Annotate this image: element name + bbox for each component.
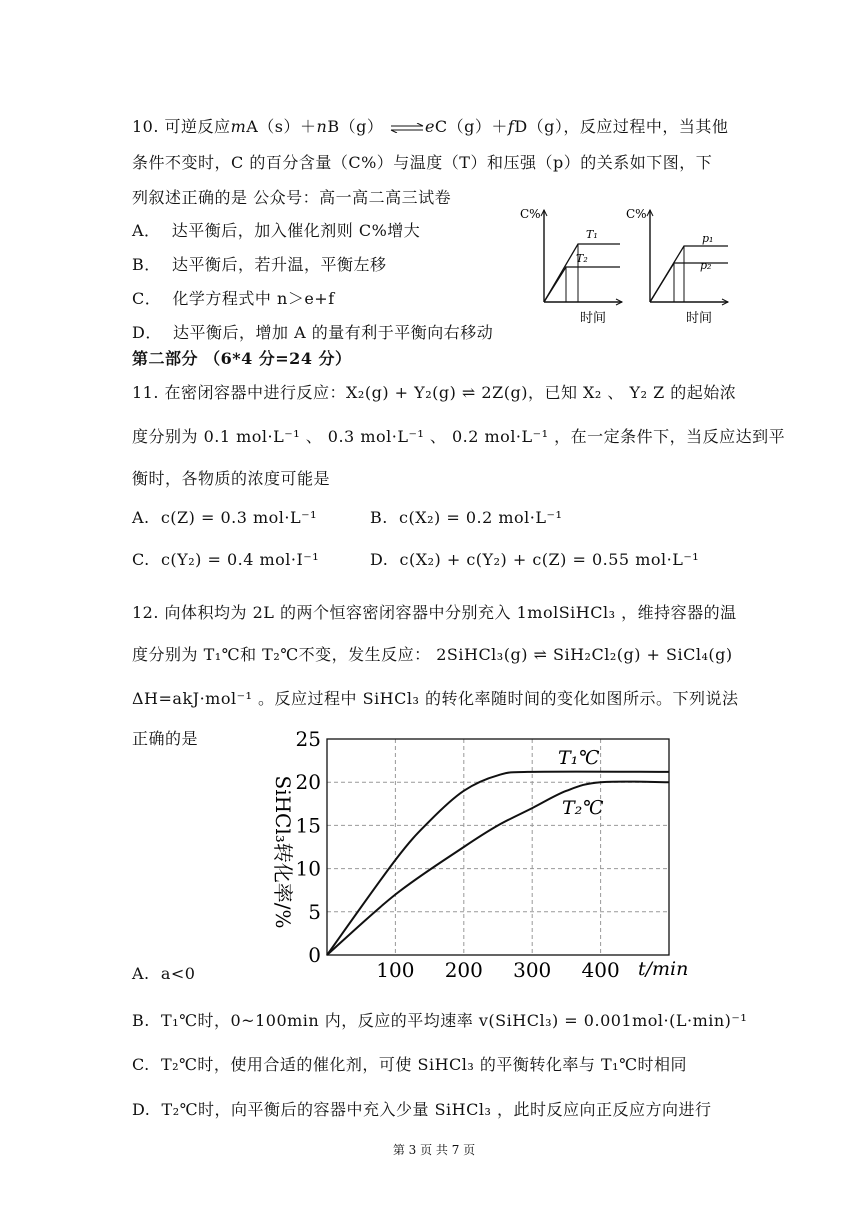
y-tick-label: 15 <box>295 813 321 838</box>
x-tick-label: 300 <box>513 958 552 982</box>
g1-xlabel: 时间 <box>580 311 607 326</box>
q11-line1: 11. 在密闭容器中进行反应：X₂(g) + Y₂(g) ⇌ 2Z(g)，已知 X₂ 、 Y₂ Z 的起始浓 <box>132 383 737 402</box>
q10-graph-pressure <box>626 207 728 326</box>
chart-ylabel: SiHCl₃转化率/% <box>271 775 295 929</box>
g1-curve1-label: T₁ <box>586 228 598 241</box>
x-tick-label: 400 <box>581 958 620 982</box>
series-line-1 <box>327 772 669 955</box>
y-tick-label: 5 <box>308 899 321 924</box>
q12-line1: 12. 向体积均为 2L 的两个恒容密闭容器中分别充入 1molSiHCl₃ ，维持容器的温 <box>132 603 737 622</box>
y-tick-label: 10 <box>295 856 321 881</box>
q10-option-a[interactable]: A． 达平衡后，加入催化剂则 C%增大 <box>132 221 421 240</box>
q10-line3: 列叙述正确的是 公众号：高一高二高三试卷 <box>132 188 452 207</box>
q12-option-c[interactable]: C. T₂℃时，使用合适的催化剂，可使 SiHCl₃ 的平衡转化率与 T₁℃时相同 <box>132 1055 687 1074</box>
q10-number: 10. <box>132 117 159 136</box>
g2-ylabel: C% <box>626 207 647 221</box>
q12-option-d[interactable]: D. T₂℃时，向平衡后的容器中充入少量 SiHCl₃ ，此时反应向正反应方向进行 <box>132 1100 712 1119</box>
q11-option-a[interactable]: A. c(Z) = 0.3 mol·L⁻¹ <box>132 508 317 527</box>
g2-xlabel: 时间 <box>686 311 713 326</box>
q12-option-a[interactable]: A. a<0 <box>132 964 196 983</box>
q10-line1: 10. 可逆反应mA（s）＋nB（g） eC（g）＋fD（g），反应过程中，当其他 <box>132 117 729 136</box>
q11-option-d[interactable]: D. c(X₂) + c(Y₂) + c(Z) = 0.55 mol·L⁻¹ <box>370 550 700 569</box>
legend-t2: T₂℃ <box>562 797 604 819</box>
q12-chart <box>250 722 720 990</box>
x-tick-label: 200 <box>444 958 483 982</box>
q10-graphs <box>520 200 740 330</box>
q10-option-d[interactable]: D． 达平衡后，增加 A 的量有利于平衡向右移动 <box>132 323 494 342</box>
q11-option-c[interactable]: C. c(Y₂) = 0.4 mol·I⁻¹ <box>132 550 320 569</box>
g2-curve1-label: p₁ <box>702 232 714 245</box>
q12-line3: ΔH=akJ·mol⁻¹ 。反应过程中 SiHCl₃ 的转化率随时间的变化如图所示。下列说法 <box>132 689 739 708</box>
y-tick-label: 25 <box>295 727 321 751</box>
legend-t1: T₁℃ <box>558 747 600 769</box>
y-tick-label: 20 <box>295 770 321 795</box>
q11-line3: 衡时，各物质的浓度可能是 <box>132 469 331 488</box>
page-footer: 第 3 页 共 7 页 <box>392 1143 476 1157</box>
q12-option-b[interactable]: B. T₁℃时，0~100min 内，反应的平均速率 v(SiHCl₃) = 0.001mol·(L·min)⁻¹ <box>132 1011 748 1030</box>
g2-curve2-label: p₂ <box>700 259 712 272</box>
g1-curve2-label: T₂ <box>576 252 588 265</box>
q10-graph-temperature <box>520 207 622 326</box>
section-title: 第二部分 （6*4 分=24 分） <box>132 349 352 368</box>
chart-xlabel: t/min <box>638 958 689 980</box>
g1-ylabel: C% <box>520 207 541 221</box>
q12-line4: 正确的是 <box>132 729 199 748</box>
q10-option-b[interactable]: B． 达平衡后，若升温，平衡左移 <box>132 255 387 274</box>
q11-line2: 度分别为 0.1 mol·L⁻¹ 、 0.3 mol·L⁻¹ 、 0.2 mol·L⁻¹ ，在一定条件下，当反应达到平 <box>132 427 786 446</box>
x-tick-label: 100 <box>376 958 415 982</box>
q11-option-b[interactable]: B. c(X₂) = 0.2 mol·L⁻¹ <box>370 508 563 527</box>
q12-line2: 度分别为 T₁℃和 T₂℃不变，发生反应： 2SiHCl₃(g) ⇌ SiH₂Cl₂(g) + SiCl₄(g) <box>132 645 733 664</box>
equilibrium-arrow-icon <box>389 123 425 133</box>
q10-line2: 条件不变时，C 的百分含量（C%）与温度（T）和压强（p）的关系如下图，下 <box>132 153 713 172</box>
y-tick-label: 0 <box>308 943 321 967</box>
q10-option-c[interactable]: C． 化学方程式中 n＞e+f <box>132 289 335 308</box>
